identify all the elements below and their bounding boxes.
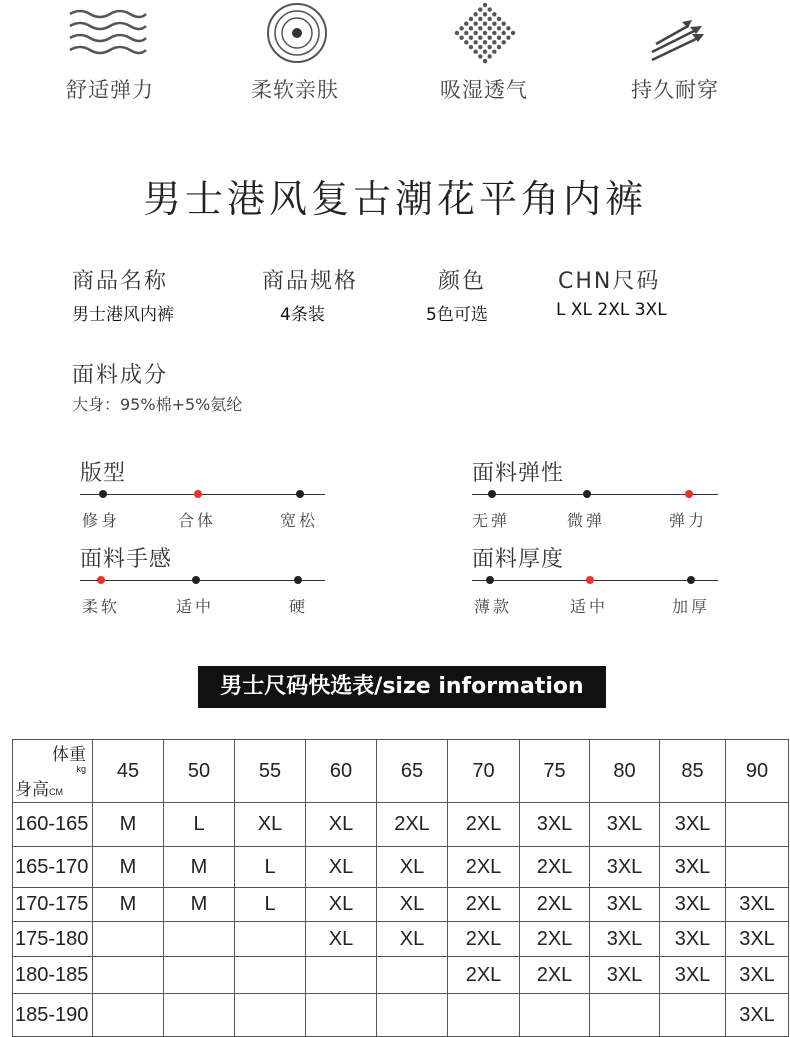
size-cell	[93, 957, 164, 994]
table-row	[13, 803, 789, 847]
scale-option: 加厚	[672, 597, 711, 616]
spec-value-color: 5色可选	[426, 305, 488, 325]
size-cell: 2XL	[520, 922, 590, 957]
scale-fit	[80, 456, 325, 536]
height-range-cell: 165-170	[13, 847, 93, 888]
size-cell: 3XL	[660, 847, 726, 888]
scale-option: 硬	[289, 597, 309, 616]
scale-dot	[296, 490, 304, 498]
size-cell	[93, 994, 164, 1037]
size-cell: 3XL	[726, 888, 789, 922]
weight-header: 45	[93, 740, 164, 803]
scale-title: 版型	[80, 461, 127, 486]
size-table	[12, 739, 789, 1037]
table-header-row	[13, 740, 789, 803]
fabric-value: 大身：95%棉+5%氨纶	[72, 395, 243, 414]
size-cell	[726, 847, 789, 888]
scale-line	[472, 580, 718, 581]
weight-header: 55	[235, 740, 306, 803]
scale-option: 宽松	[280, 511, 319, 530]
scale-option: 适中	[570, 597, 609, 616]
scale-title: 面料手感	[80, 547, 173, 572]
weight-header: 80	[590, 740, 660, 803]
size-cell: XL	[306, 922, 377, 957]
table-row	[13, 994, 789, 1037]
size-cell: XL	[377, 888, 448, 922]
height-range-cell: 175-180	[13, 922, 93, 957]
size-cell: 3XL	[660, 957, 726, 994]
size-cell	[164, 922, 235, 957]
weight-header: 60	[306, 740, 377, 803]
height-unit: CM	[49, 787, 63, 797]
table-row	[13, 847, 789, 888]
weight-header: 65	[377, 740, 448, 803]
height-text: 身高	[15, 780, 49, 799]
arrows-icon	[648, 16, 710, 64]
dotted-diamond-icon	[452, 0, 518, 66]
weight-header: 75	[520, 740, 590, 803]
height-range-cell: 180-185	[13, 957, 93, 994]
scale-elasticity	[472, 456, 718, 536]
scale-title: 面料厚度	[472, 547, 565, 572]
spec-label-name: 商品名称	[72, 269, 169, 294]
spec-value-spec: 4条装	[280, 305, 325, 325]
size-cell	[164, 957, 235, 994]
size-cell	[377, 994, 448, 1037]
size-cell: 3XL	[660, 803, 726, 847]
spec-label-spec: 商品规格	[262, 269, 359, 294]
size-cell: M	[93, 888, 164, 922]
size-cell: 3XL	[590, 922, 660, 957]
size-cell: 2XL	[377, 803, 448, 847]
weight-label: 体重	[52, 745, 86, 764]
size-cell: 2XL	[448, 888, 520, 922]
scale-dot	[99, 490, 107, 498]
size-cell: 2XL	[448, 957, 520, 994]
scale-dot	[294, 576, 302, 584]
scale-dot	[194, 490, 202, 498]
height-range-cell: 160-165	[13, 803, 93, 847]
size-cell: 3XL	[726, 957, 789, 994]
scale-dot	[488, 490, 496, 498]
size-cell: XL	[306, 847, 377, 888]
scale-line	[80, 580, 325, 581]
size-cell: XL	[235, 803, 306, 847]
scale-option: 合体	[178, 511, 217, 530]
table-row	[13, 957, 789, 994]
size-cell	[235, 957, 306, 994]
size-cell	[520, 994, 590, 1037]
size-cell	[448, 994, 520, 1037]
size-cell: XL	[377, 922, 448, 957]
scale-line	[472, 494, 718, 495]
size-cell: 2XL	[448, 803, 520, 847]
size-banner: 男士尺码快选表/size information	[198, 666, 606, 708]
scale-dot	[486, 576, 494, 584]
scale-dot	[192, 576, 200, 584]
height-range-cell: 170-175	[13, 888, 93, 922]
scale-feel	[80, 542, 325, 622]
scale-dot	[687, 576, 695, 584]
scale-dot	[97, 576, 105, 584]
scale-dot	[586, 576, 594, 584]
size-cell: 2XL	[520, 847, 590, 888]
weight-header: 90	[726, 740, 789, 803]
size-cell	[164, 994, 235, 1037]
feature-label-stretch: 舒适弹力	[66, 78, 154, 102]
size-cell: XL	[306, 888, 377, 922]
scale-line	[80, 494, 325, 495]
weight-header: 85	[660, 740, 726, 803]
size-cell: 2XL	[448, 922, 520, 957]
table-row	[13, 922, 789, 957]
scale-dot	[583, 490, 591, 498]
size-cell	[235, 994, 306, 1037]
scale-thickness	[472, 542, 718, 622]
scale-option: 修身	[82, 511, 121, 530]
feature-label-durable: 持久耐穿	[631, 78, 719, 102]
spec-label-size: CHN尺码	[558, 269, 661, 294]
concentric-circles-icon	[266, 2, 328, 64]
size-cell: 3XL	[590, 957, 660, 994]
size-cell: M	[93, 847, 164, 888]
size-cell: 2XL	[448, 847, 520, 888]
size-cell	[660, 994, 726, 1037]
fabric-label: 面料成分	[72, 363, 169, 388]
size-cell: 3XL	[660, 922, 726, 957]
size-cell: 3XL	[520, 803, 590, 847]
scale-option: 无弹	[472, 511, 511, 530]
size-cell: 3XL	[590, 888, 660, 922]
size-cell	[377, 957, 448, 994]
size-cell	[93, 922, 164, 957]
size-cell: M	[164, 888, 235, 922]
size-cell: L	[235, 888, 306, 922]
corner-cell	[13, 740, 93, 803]
size-cell: 2XL	[520, 957, 590, 994]
size-cell	[306, 957, 377, 994]
scale-dot	[685, 490, 693, 498]
size-cell: XL	[306, 803, 377, 847]
size-cell: 3XL	[726, 994, 789, 1037]
scale-option: 柔软	[82, 597, 121, 616]
size-cell: L	[164, 803, 235, 847]
size-cell: L	[235, 847, 306, 888]
table-row	[13, 888, 789, 922]
weight-header: 50	[164, 740, 235, 803]
wavy-lines-icon	[68, 6, 148, 58]
scale-option: 弹力	[669, 511, 708, 530]
size-cell: 3XL	[590, 847, 660, 888]
size-cell: M	[164, 847, 235, 888]
weight-header: 70	[448, 740, 520, 803]
scale-title: 面料弹性	[472, 461, 565, 486]
feature-label-soft: 柔软亲肤	[251, 78, 339, 102]
size-cell	[306, 994, 377, 1037]
size-cell	[235, 922, 306, 957]
scale-option: 微弹	[567, 511, 606, 530]
product-title: 男士港风复古潮花平角内裤	[142, 177, 647, 221]
height-range-cell: 185-190	[13, 994, 93, 1037]
size-cell	[726, 803, 789, 847]
size-cell: XL	[377, 847, 448, 888]
size-cell: 3XL	[726, 922, 789, 957]
spec-value-size: L XL 2XL 3XL	[556, 300, 667, 320]
scale-option: 适中	[176, 597, 215, 616]
spec-label-color: 颜色	[438, 269, 487, 294]
weight-unit: kg	[76, 764, 86, 774]
size-cell: 2XL	[520, 888, 590, 922]
height-label	[15, 775, 63, 800]
spec-value-name: 男士港风内裤	[72, 305, 174, 325]
size-cell: 3XL	[660, 888, 726, 922]
size-cell: M	[93, 803, 164, 847]
size-cell	[590, 994, 660, 1037]
scale-option: 薄款	[474, 597, 513, 616]
size-cell: 3XL	[590, 803, 660, 847]
feature-label-breathable: 吸湿透气	[440, 78, 528, 102]
